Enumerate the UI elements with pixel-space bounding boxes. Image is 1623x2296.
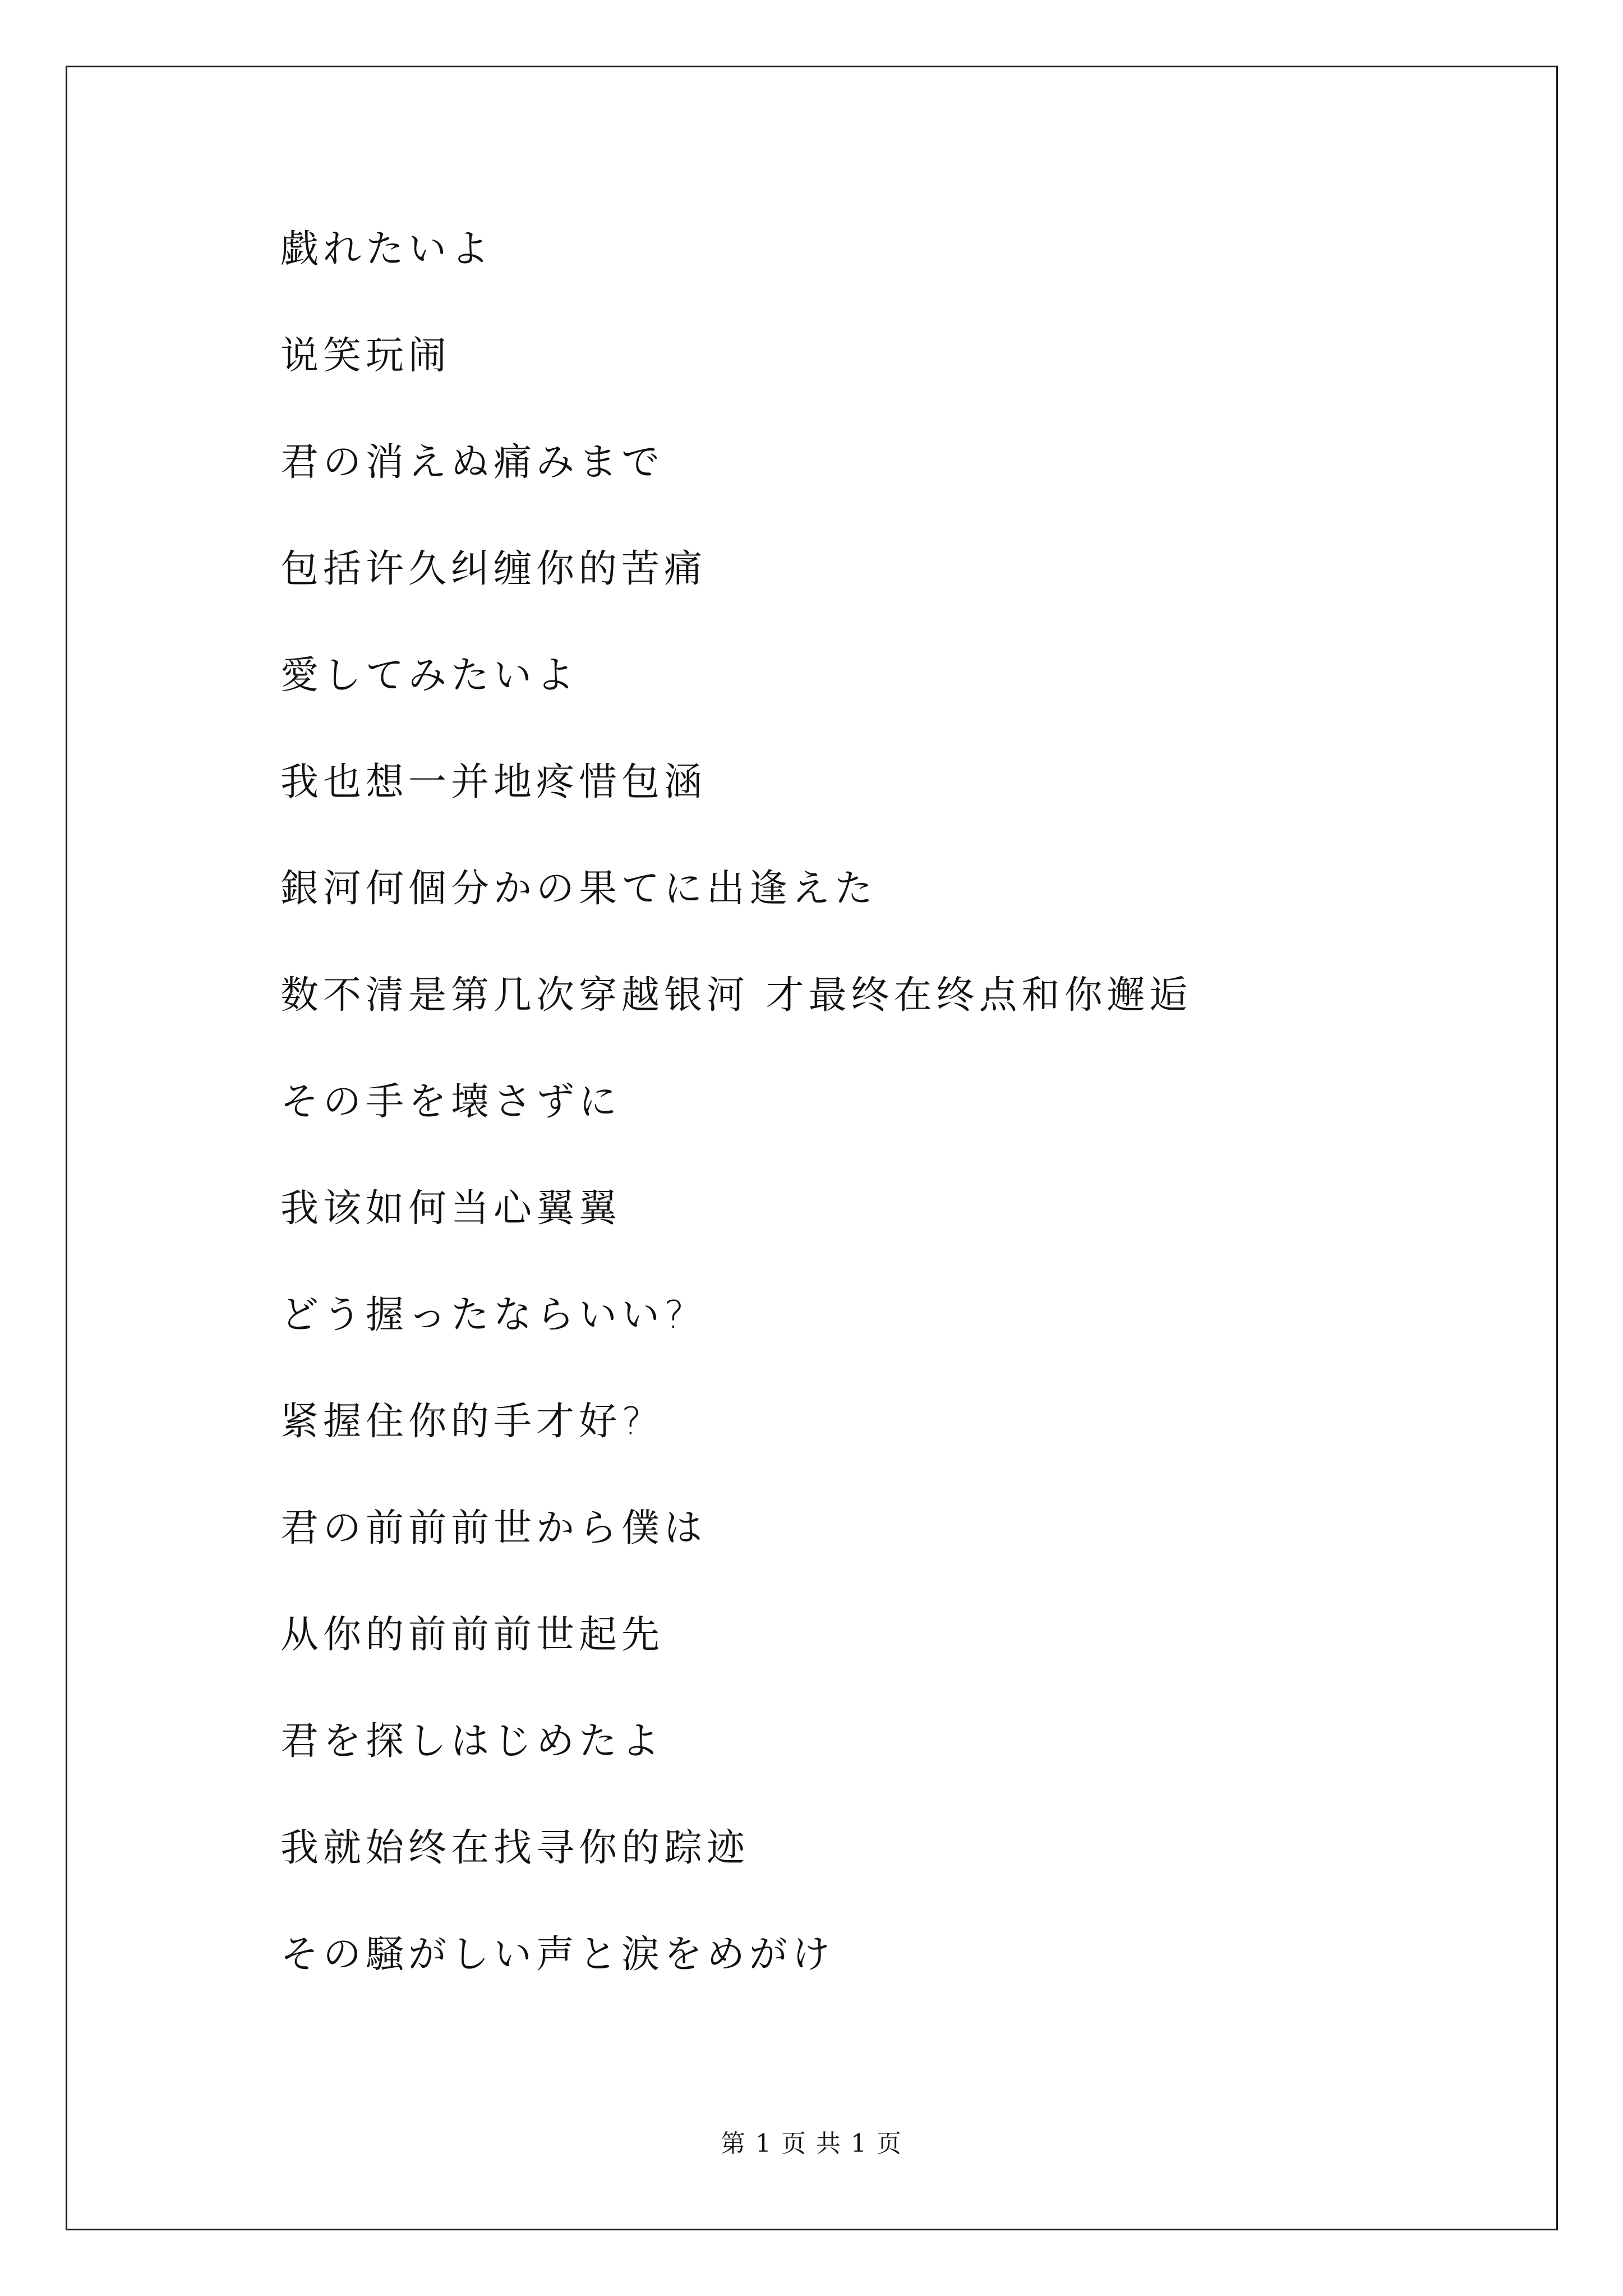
lyric-line: 銀河何個分かの果てに出逢えた [280,867,878,911]
lyric-line: 从你的前前前世起先 [280,1613,665,1657]
lyric-line: 君を探しはじめたよ [280,1719,665,1764]
lyric-line: 紧握住你的手才好? [280,1400,647,1444]
page-number-footer: 第 1 页 共 1 页 [721,2129,902,2158]
lyric-line: その手を壊さずに [280,1080,622,1124]
lyric-line: 数不清是第几次穿越银河 才最终在终点和你邂逅 [280,973,1192,1018]
lyric-line: 说笑玩闹 [280,334,451,378]
lyric-line: 包括许久纠缠你的苦痛 [280,547,707,591]
lyric-line: どう握ったならいい? [280,1293,689,1337]
lyric-line: 我该如何当心翼翼 [280,1186,622,1231]
lyric-line: 我就始终在找寻你的踪迹 [280,1826,750,1870]
lyric-line: 我也想一并地疼惜包涵 [280,760,707,804]
lyric-line: その騒がしい声と涙をめがけ [280,1932,835,1977]
lyric-line: 君の前前前世から僕は [280,1506,707,1550]
lyric-line: 戯れたいよ [280,227,494,272]
lyric-line: 愛してみたいよ [280,654,579,698]
lyric-line: 君の消えぬ痛みまで [280,440,665,485]
lyrics-list [280,213,1514,2025]
